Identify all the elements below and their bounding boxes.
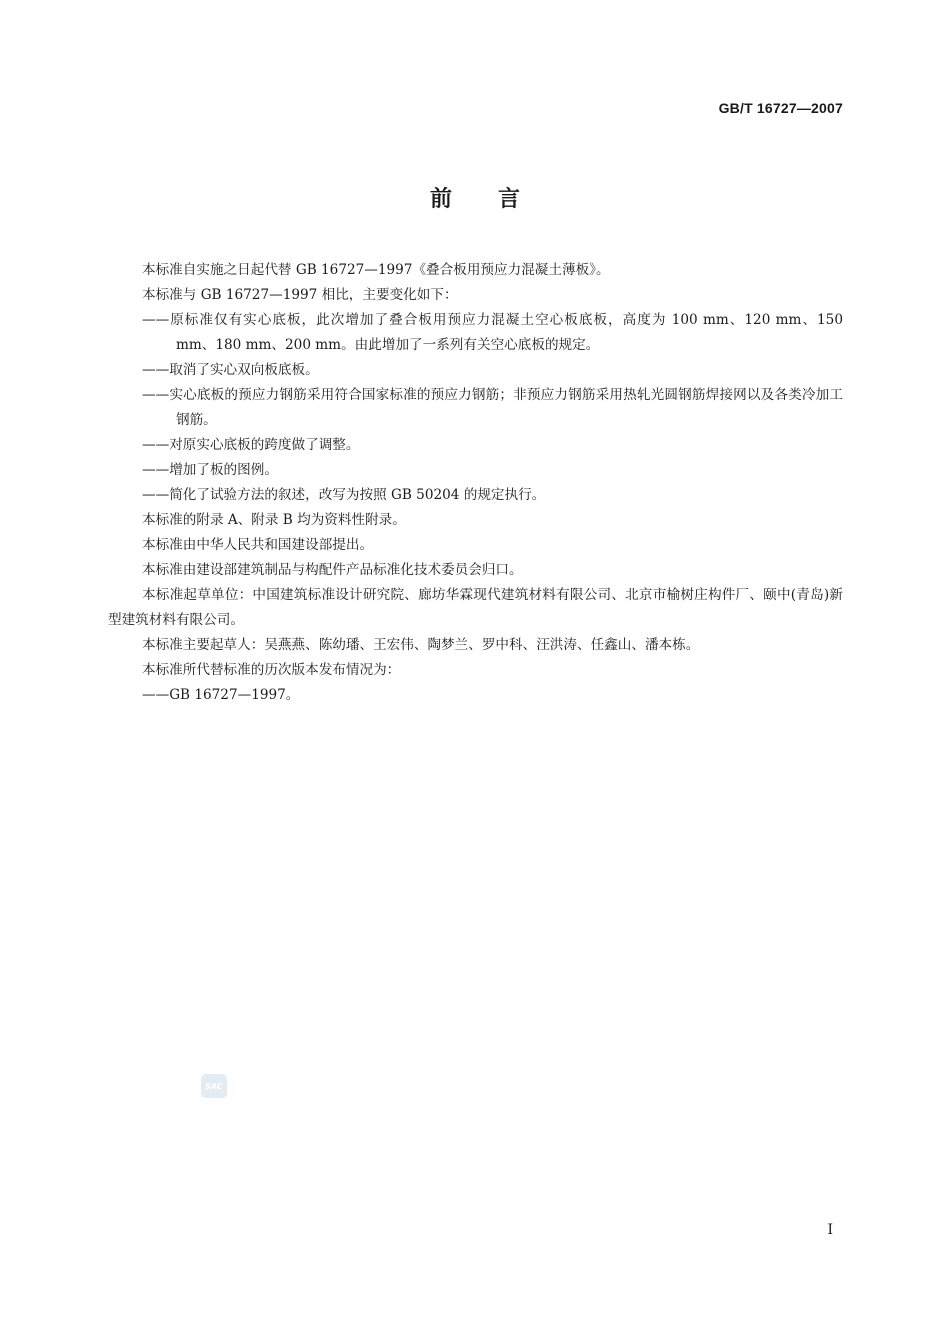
version-item: ——GB 16727—1997。 [142, 687, 300, 703]
page-number: I [827, 1222, 833, 1238]
paragraph-replaces: 本标准自实施之日起代替 GB 16727—1997《叠合板用预应力混凝土薄板》。 [142, 262, 610, 278]
paragraph-annex: 本标准的附录 A、附录 B 均为资料性附录。 [142, 512, 406, 528]
paragraph-drafters: 本标准主要起草人：吴燕燕、陈幼璠、王宏伟、陶梦兰、罗中科、汪洪涛、任鑫山、潘本栋。 [142, 637, 700, 653]
paragraph-versions-intro: 本标准所代替标准的历次版本发布情况为： [142, 662, 401, 678]
foreword-body [108, 258, 843, 708]
page-title: 前言 [429, 187, 566, 212]
paragraph-proposed-by: 本标准由中华人民共和国建设部提出。 [142, 537, 374, 553]
sac-logo-watermark: SAC [201, 1074, 227, 1098]
change-item: ——原标准仅有实心底板，此次增加了叠合板用预应力混凝土空心板底板，高度为 100 mm、120 mm、150 mm、180 mm、200 mm。由此增加了一系列有关空心底板的规定。 [142, 312, 843, 353]
change-item: ——对原实心底板的跨度做了调整。 [142, 437, 360, 453]
paragraph-administered-by: 本标准由建设部建筑制品与构配件产品标准化技术委员会归口。 [142, 562, 523, 578]
change-item: ——实心底板的预应力钢筋采用符合国家标准的预应力钢筋；非预应力钢筋采用热轧光圆钢筋焊接网以及各类冷加工钢筋。 [142, 387, 843, 428]
paragraph-drafting-units: 本标准起草单位：中国建筑标准设计研究院、廊坊华霖现代建筑材料有限公司、北京市榆树庄构件厂、颐中(青岛)新型建筑材料有限公司。 [108, 587, 843, 628]
standard-number: GB/T 16727—2007 [718, 100, 843, 116]
change-item: ——取消了实心双向板底板。 [142, 362, 319, 378]
change-item: ——简化了试验方法的叙述，改写为按照 GB 50204 的规定执行。 [142, 487, 546, 503]
change-item: ——增加了板的图例。 [142, 462, 278, 478]
paragraph-changes-intro: 本标准与 GB 16727—1997 相比，主要变化如下： [142, 287, 458, 303]
